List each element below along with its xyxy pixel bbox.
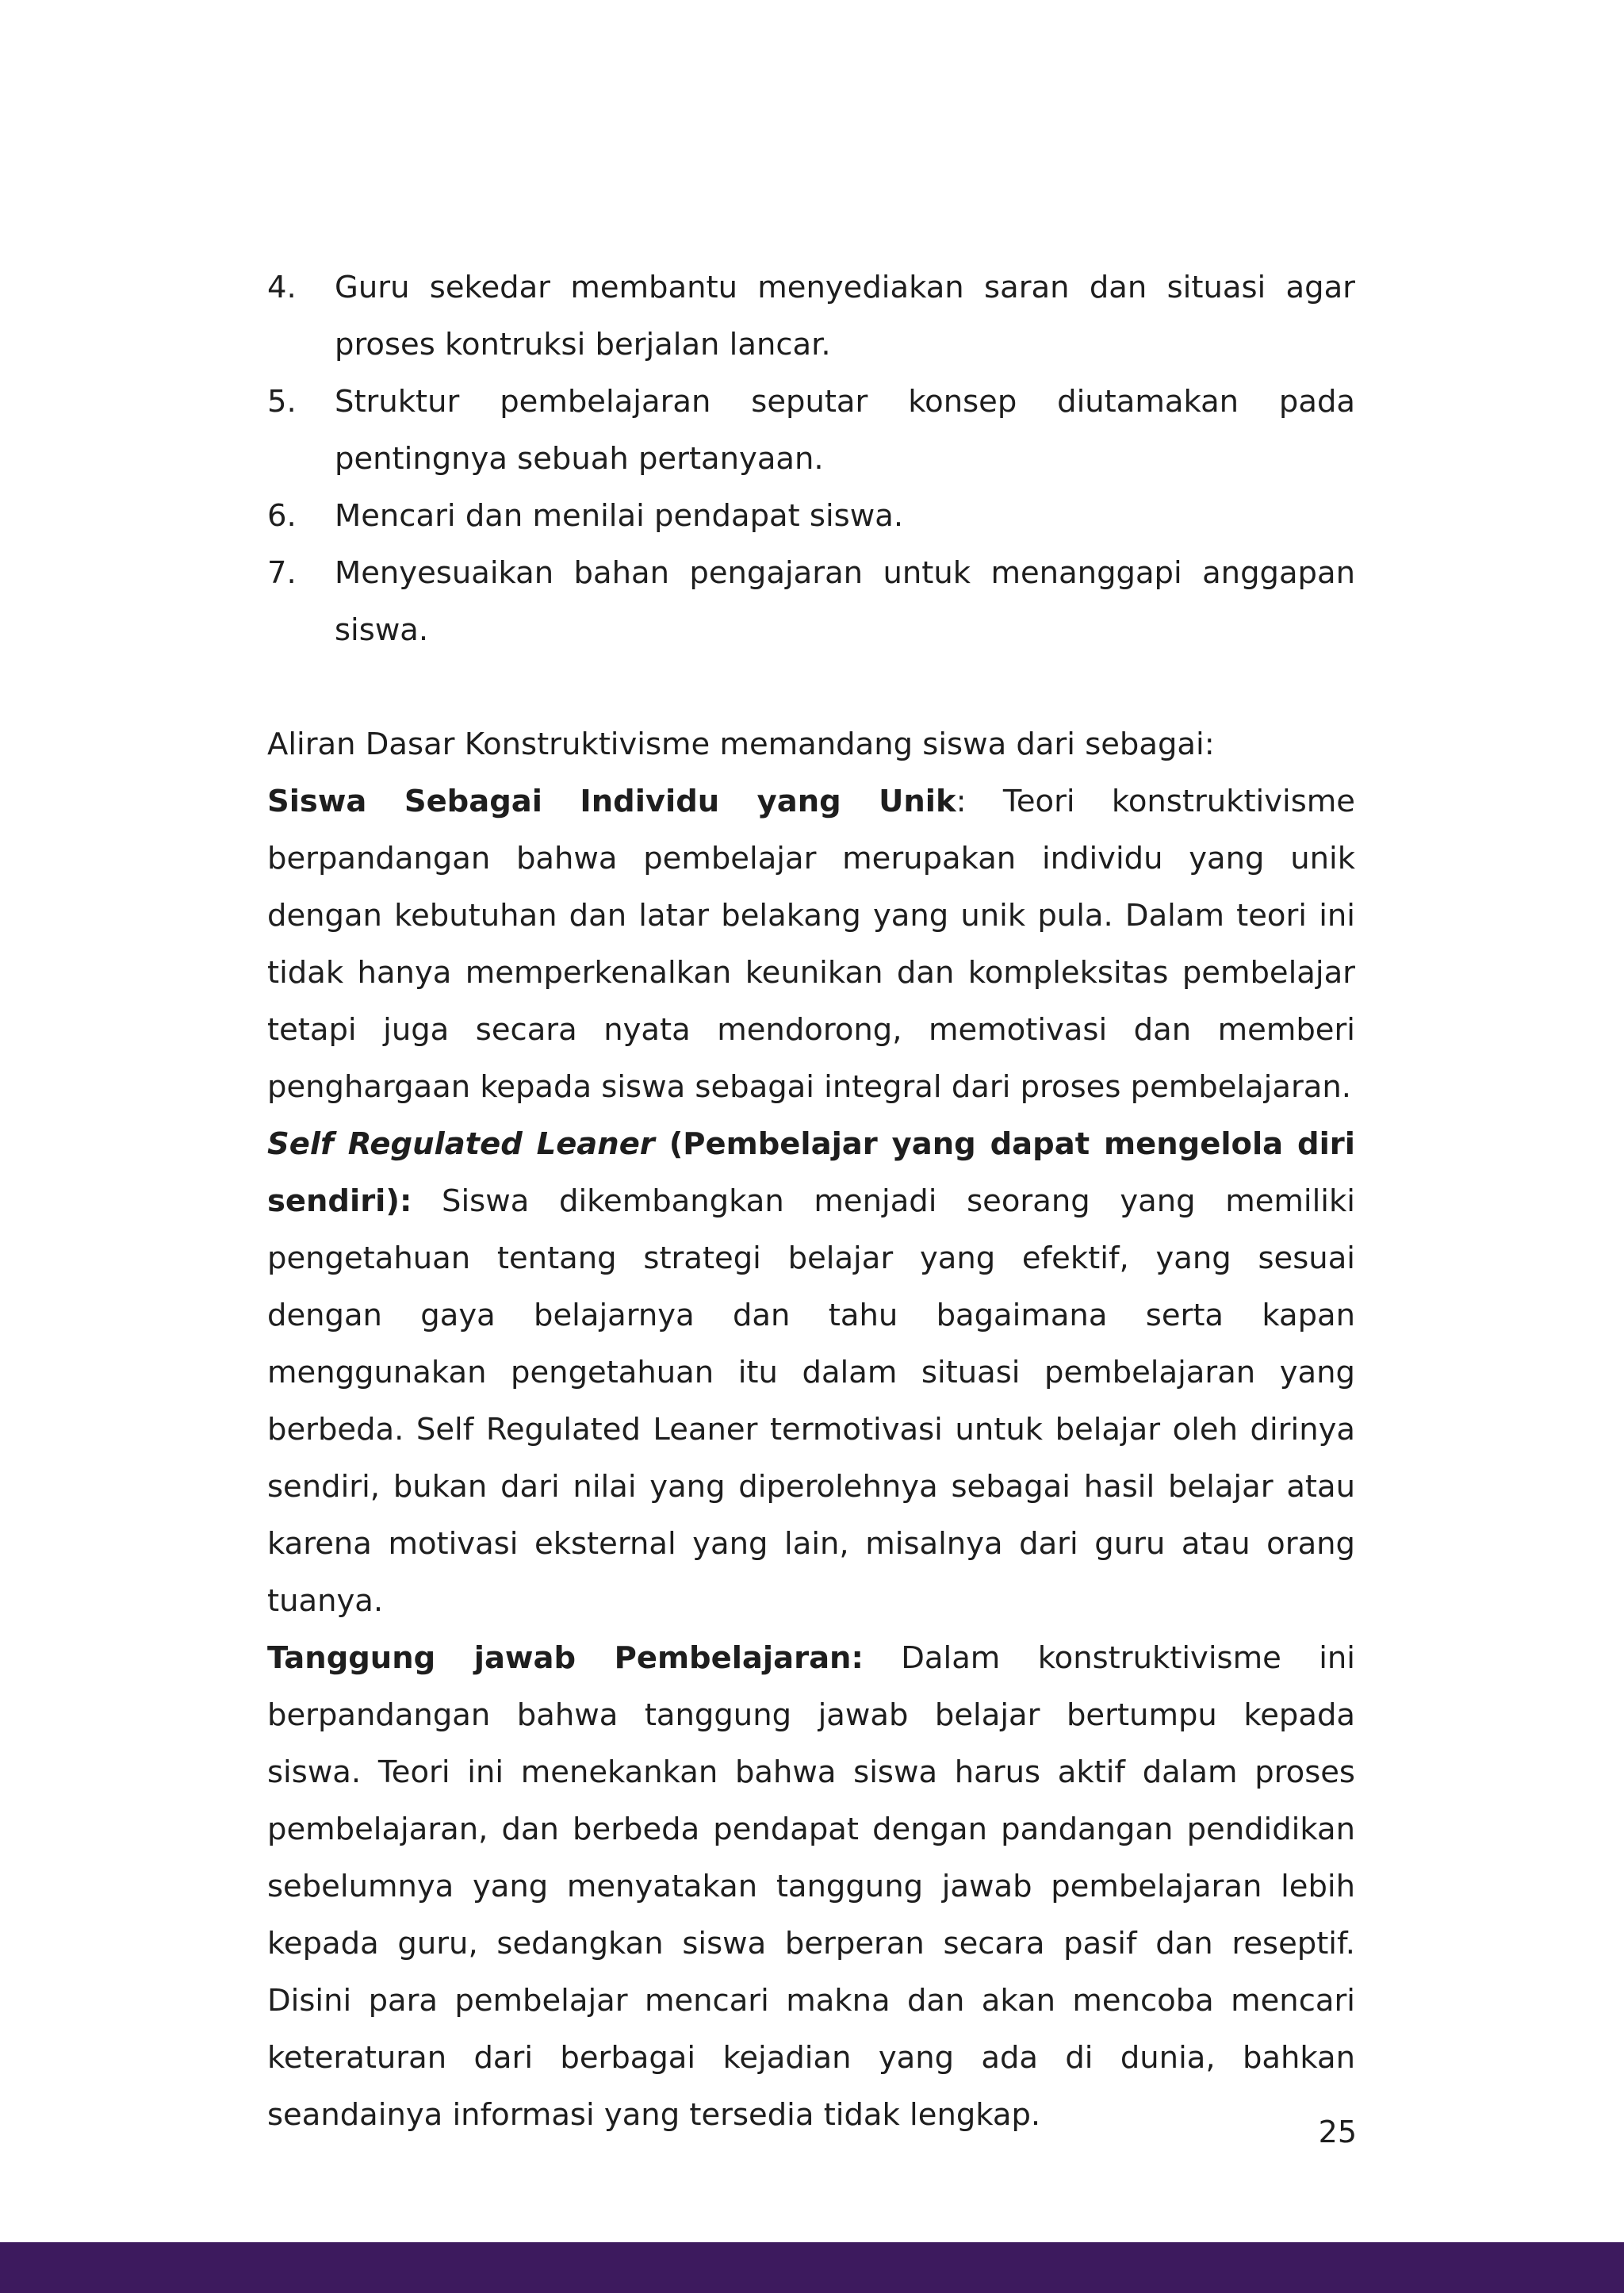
paragraph-tanggung-jawab [267,1630,1355,2144]
list-item-number: 7. [267,555,297,591]
list-item-text: Menyesuaikan bahan pengajaran untuk menanggapi anggapan siswa. [335,555,1355,648]
list-item-number: 4. [267,270,297,305]
paragraph-self-regulated [267,1116,1355,1630]
list-item-text: Struktur pembelajaran seputar konsep diutamakan pada pentingnya sebuah pertanyaan. [335,384,1355,477]
list-item-text: Guru sekedar membantu menyediakan saran dan situasi agar proses kontruksi berjalan lancar. [335,270,1355,362]
paragraph-label-italic: Self Regulated Leaner [267,1126,655,1162]
footer-bar [0,2242,1624,2293]
numbered-list [267,259,1355,659]
paragraph-siswa-unik [267,773,1355,1116]
list-item-number: 6. [267,498,297,534]
paragraph-text: Siswa dikembangkan menjadi seorang yang memiliki pengetahuan tentang strategi belajar yang efektif, yang sesuai dengan gaya belajarnya dan tahu bagaimana serta kapan menggunakan pengetahuan itu dalam situasi pembelajaran yang berbeda. Self Regulated Leaner termotivasi untuk belajar oleh dirinya sendiri, bukan dari nilai yang diperolehnya sebagai hasil belajar atau karena motivasi eksternal yang lain, misalnya dari guru atau orang tuanya. [267,1183,1355,1619]
page-number: 25 [1318,2115,1357,2149]
page-content [267,259,1355,2144]
paragraph-text: Dalam konstruktivisme ini berpandangan bahwa tanggung jawab belajar bertumpu kepada siswa. Teori ini menekankan bahwa siswa harus aktif dalam proses pembelajaran, dan berbeda pendapat dengan pandangan pendidikan sebelumnya yang menyatakan tanggung jawab pembelajaran lebih kepada guru, sedangkan siswa berperan secara pasif dan reseptif. Disini para pembelajar mencari makna dan akan mencoba mencari keteraturan dari berbagai kejadian yang ada di dunia, bahkan seandainya informasi yang tersedia tidak lengkap. [267,1640,1355,2133]
list-item-number: 5. [267,384,297,420]
list-item [267,374,1355,488]
list-item [267,259,1355,374]
paragraph-text: : Teori konstruktivisme berpandangan bahwa pembelajar merupakan individu yang unik dengan kebutuhan dan latar belakang yang unik pula. Dalam teori ini tidak hanya memperkenalkan keunikan dan kompleksitas pembelajar tetapi juga secara nyata mendorong, memotivasi dan memberi penghargaan kepada siswa sebagai integral dari proses pembelajaran. [267,784,1355,1105]
paragraph-label: (Pembelajar yang dapat mengelola diri sendiri): [267,1126,1355,1219]
list-item-text: Mencari dan menilai pendapat siswa. [335,498,904,534]
list-item [267,545,1355,659]
paragraph-label: Tanggung jawab Pembelajaran: [267,1640,864,1676]
paragraph-label: Siswa Sebagai Individu yang Unik [267,784,956,819]
list-item [267,488,1355,545]
intro-sentence: Aliran Dasar Konstruktivisme memandang siswa dari sebagai: [267,727,1215,762]
